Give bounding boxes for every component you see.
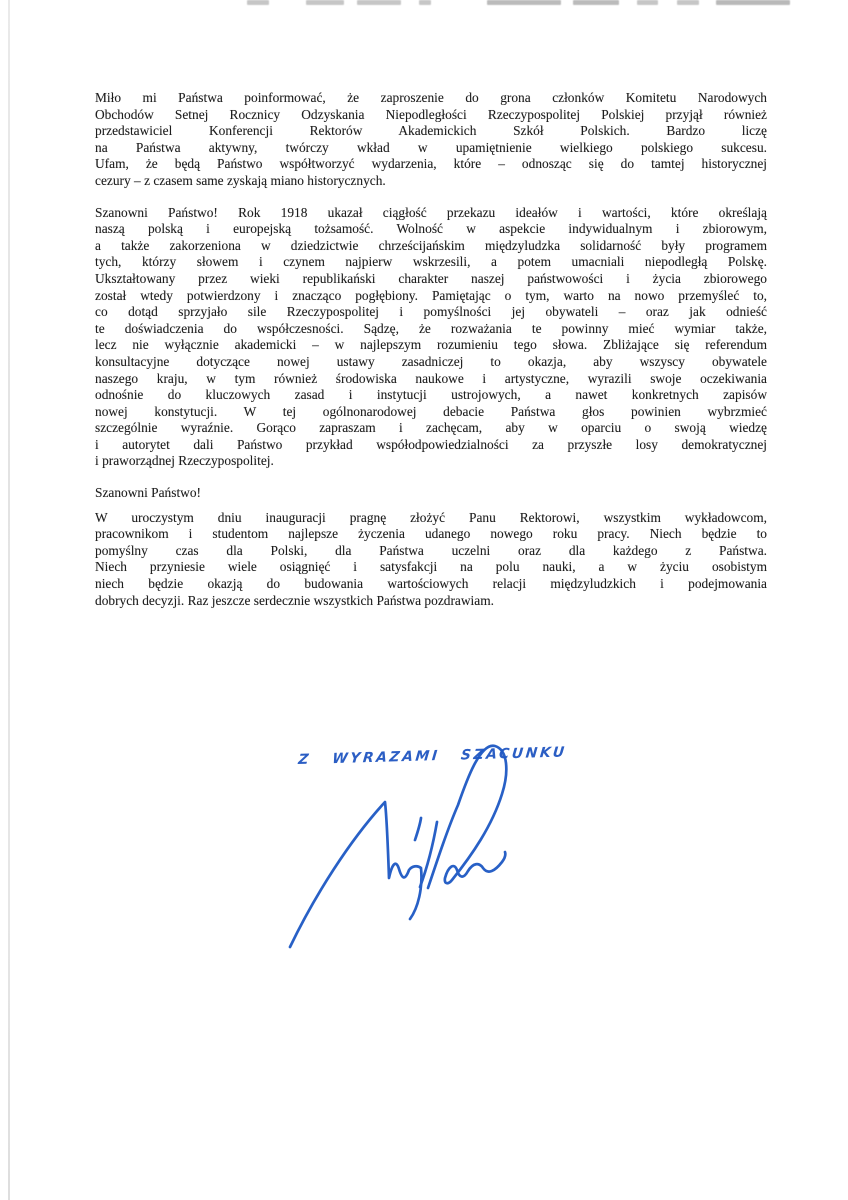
letter-line: Niech przyniesie wiele osiągnięć i satysfakcji na polu nauki, a w życiu osobistym [95, 559, 767, 575]
scan-top-artifact [357, 0, 401, 5]
scan-top-artifact [573, 0, 619, 5]
letter-line: naszą polską i europejską tożsamość. Wolność w aspekcie indywidualnym i zbiorowym, [95, 221, 767, 237]
letter-line: pracownikom i studentom najlepsze życzenia udanego nowego roku pracy. Niech będzie to [95, 526, 767, 542]
letter-line: konsultacyjne dotyczące nowej ustawy zasadniczej to okazja, aby wszyscy obywatele [95, 353, 767, 369]
letter-line: Obchodów Setnej Rocznicy Odzyskania Niepodległości Rzeczypospolitej Polskiej przyjął również [95, 106, 767, 122]
letter-paragraph [95, 510, 767, 610]
scan-top-artifact [487, 0, 561, 5]
scan-top-artifact [419, 0, 431, 5]
letter-line: te doświadczenia do współczesności. Sądzę, że rozważania te powinny mieć wymiar także, [95, 320, 767, 336]
letter-line: został wtedy potwierdzony i znacząco pogłębiony. Pamiętając o tym, warto na nowo przemyśleć to, [95, 287, 767, 303]
handwritten-closing: Z WYRAZAMI SZACUNKU [297, 744, 568, 769]
scan-left-edge-artifact [8, 0, 10, 1200]
scan-top-artifact [637, 0, 658, 5]
letter-line: pomyślny czas dla Polski, dla Państwa uczelni oraz dla każdego z Państwa. [95, 542, 767, 558]
letter-line: Szanowni Państwo! [95, 485, 202, 501]
letter-line: i praworządnej Rzeczypospolitej. [95, 453, 274, 469]
letter-line: niech będzie okazją do budowania wartościowych relacji międzyludzkich i podejmowania [95, 576, 767, 592]
letter-line: co dotąd sprzyjało sile Rzeczypospolitej i pomyślności jej obywateli – oraz jak odnieść [95, 304, 767, 320]
letter-body [95, 90, 767, 609]
letter-line: lecz nie wyłącznie akademicki – w najlepszym rozumieniu tego słowa. Zbliżające się referendum [95, 337, 767, 353]
letter-line: W uroczystym dniu inauguracji pragnę złożyć Panu Rektorowi, wszystkim wykładowcom, [95, 509, 767, 525]
letter-line: Szanowni Państwo! Rok 1918 ukazał ciągłość przekazu ideałów i wartości, które określają [95, 204, 767, 220]
letter-line: przedstawiciel Konferencji Rektorów Akademickich Szkół Polskich. Bardzo liczę [95, 123, 767, 139]
scan-top-artifact [306, 0, 344, 5]
letter-line: nowej konstytucji. W tej ogólnonarodowej debacie Państwa głos powinien wybrzmieć [95, 403, 767, 419]
letter-line: Ufam, że będą Państwo współtworzyć wydarzenia, które – odnosząc się do tamtej historycznej [95, 156, 767, 172]
letter-line: cezury – z czasem same zyskają miano historycznych. [95, 172, 386, 188]
scan-top-artifact [247, 0, 269, 5]
letter-line: Miło mi Państwa poinformować, że zaproszenie do grona członków Komitetu Narodowych [95, 90, 767, 105]
letter-line: i autorytet dali Państwo przykład współodpowiedzialności za przyszłe losy demokratycznej [95, 436, 767, 452]
letter-line: tych, którzy słowem i czynem najpierw wskrzesili, a potem umacniali niepodległą Polskę. [95, 254, 767, 270]
letter-line: Ukształtowany przez wieki republikański charakter naszej państwowości i życia zbiorowego [95, 270, 767, 286]
letter-line: a także zakorzeniona w dziedzictwie chrześcijańskim międzyludzka solidarność były programem [95, 237, 767, 253]
letter-line: dobrych decyzji. Raz jeszcze serdecznie wszystkich Państwa pozdrawiam. [95, 592, 494, 608]
scan-top-artifact [677, 0, 699, 5]
letter-paragraph [95, 90, 767, 190]
letter-line: szczególnie wyraźnie. Gorąco zapraszam i zachęcam, aby w oparciu o swoją wiedzę [95, 420, 767, 436]
letter-line: na Państwa aktywny, twórczy wkład w upamiętnienie wielkiego polskiego sukcesu. [95, 139, 767, 155]
handwritten-signature-icon [280, 740, 720, 970]
letter-paragraph [95, 485, 767, 502]
letter-line: odnośnie do kluczowych zasad i instytucji ustrojowych, a nawet konkretnych zapisów [95, 387, 767, 403]
letter-paragraph [95, 205, 767, 471]
scan-top-artifact [716, 0, 790, 5]
letter-line: naszego kraju, w tym również środowiska naukowe i artystyczne, wyrazili swoje oczekiwania [95, 370, 767, 386]
